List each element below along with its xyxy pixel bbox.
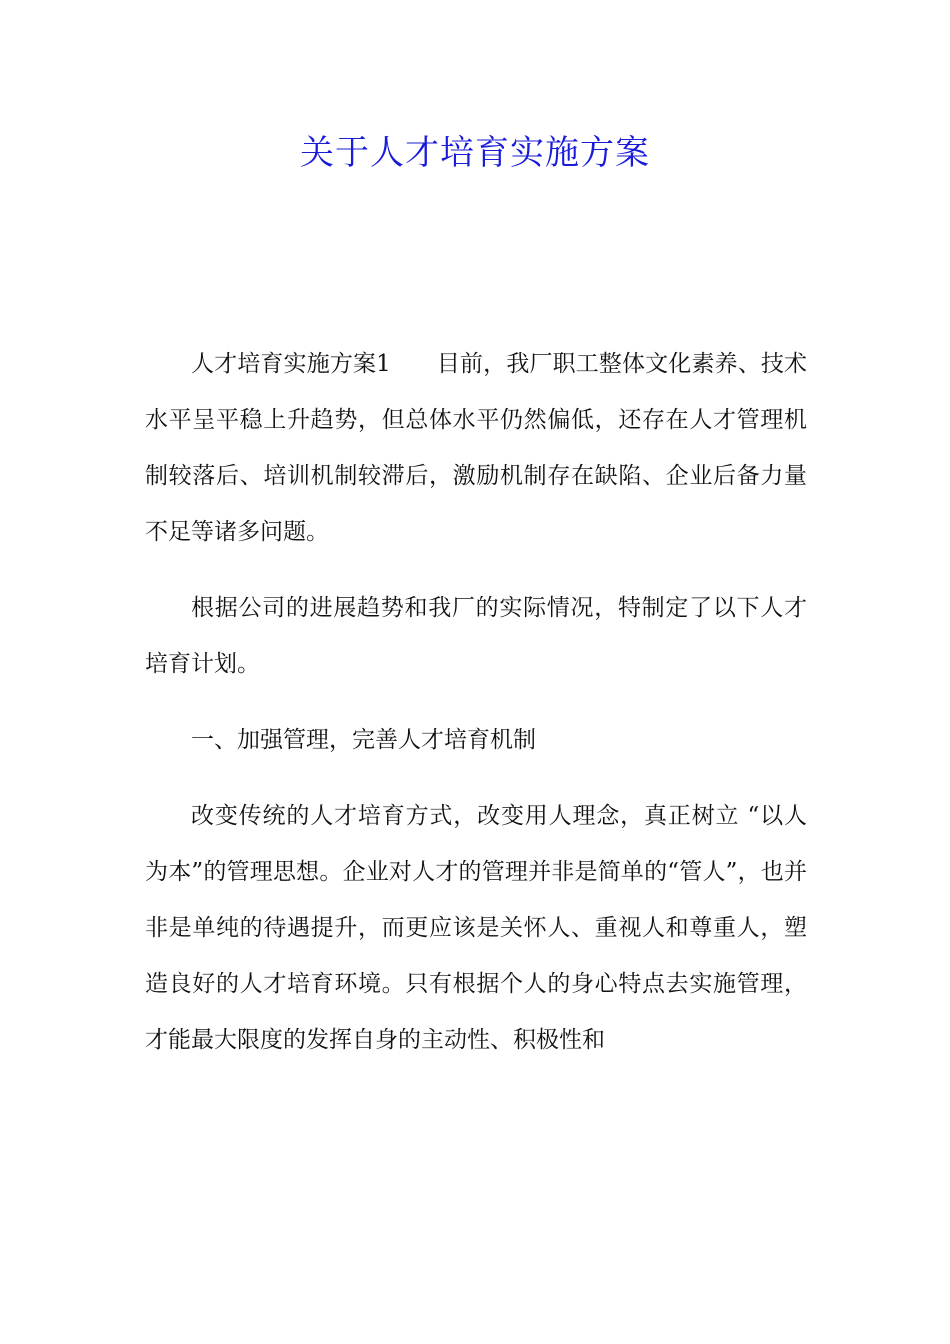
paragraph-3: 改变传统的人才培育方式，改变用人理念，真正树立 “以人为本”的管理思想。企业对人才的管理并非是简单的“管人”，也并非是单纯的待遇提升，而更应该是关怀人、重视人和尊重人，塑造良好的人才培育环境。只有根据个人的身心特点去实施管理，才能最大限度的发挥自身的主动性、积极性和 bbox=[145, 803, 807, 1053]
document-body bbox=[145, 336, 807, 1088]
document-title: 关于人才培育实施方案 bbox=[300, 133, 650, 173]
paragraph-1 bbox=[145, 336, 807, 560]
intro-label: 人才培育实施方案1 bbox=[191, 351, 391, 377]
paragraph-1-text: 目前，我厂职工整体文化素养、技术水平呈平稳上升趋势，但总体水平仍然偏低，还存在人才管理机制较落后、培训机制较滞后，激励机制存在缺陷、企业后备力量不足等诸多问题。 bbox=[145, 351, 808, 545]
section-heading-1: 一、加强管理，完善人才培育机制 bbox=[191, 727, 536, 753]
paragraph-2: 根据公司的进展趋势和我厂的实际情况，特制定了以下人才培育计划。 bbox=[145, 595, 807, 677]
